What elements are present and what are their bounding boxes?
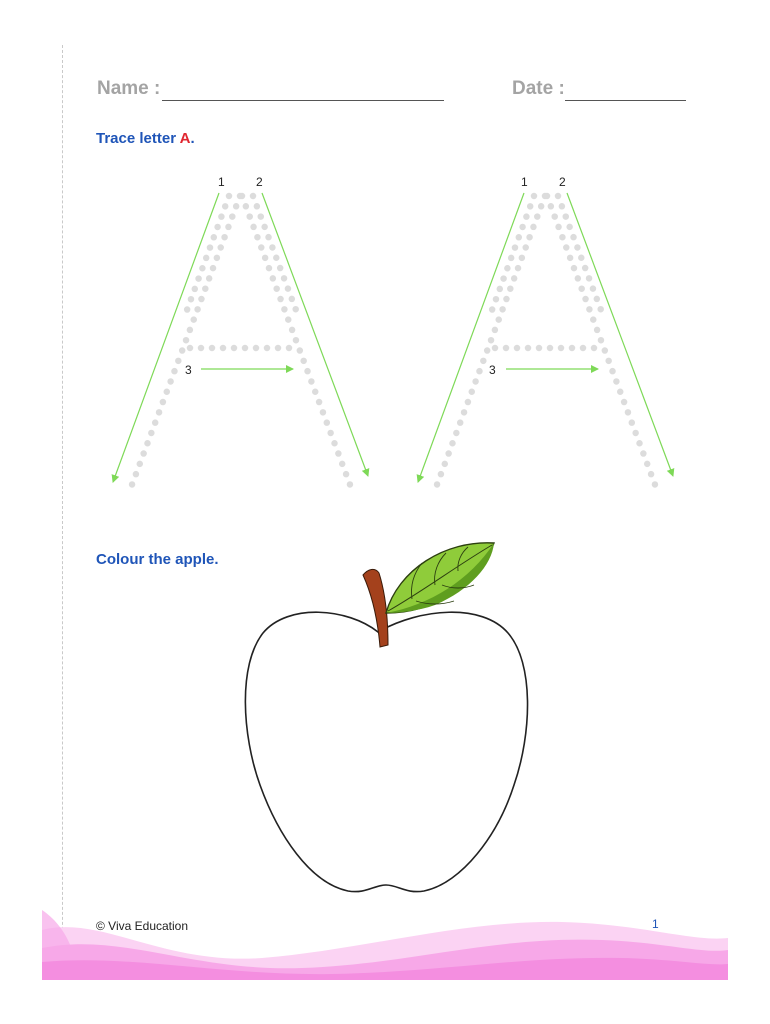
date-write-line: [565, 100, 686, 101]
colour-heading: Colour the apple.: [96, 551, 219, 568]
stroke-number-3: 3: [185, 363, 192, 377]
stroke-arrow-2: [567, 193, 673, 476]
stroke-number-1: 1: [218, 175, 225, 189]
stroke-direction-arrows: [418, 193, 673, 482]
date-label: Date :: [512, 78, 565, 99]
stroke-arrow-1: [113, 193, 219, 482]
trace-letter-a-2: [418, 175, 673, 490]
stroke-arrow-2: [262, 193, 368, 476]
trace-heading: [96, 130, 195, 147]
trace-letter-a-1: [113, 175, 368, 490]
stroke-number-2: 2: [256, 175, 263, 189]
apple-outline: [245, 612, 527, 891]
stroke-arrow-1: [418, 193, 524, 482]
apple-leaf: [386, 543, 494, 613]
stroke-number-2: 2: [559, 175, 566, 189]
name-write-line: [162, 100, 444, 101]
trace-heading-suffix: .: [190, 130, 195, 147]
copyright-text: © Viva Education: [96, 919, 189, 933]
trace-heading-letter: A: [179, 130, 191, 147]
apple-illustration: [230, 535, 540, 900]
page-number: 1: [652, 917, 659, 931]
stroke-number-3: 3: [489, 363, 496, 377]
stroke-number-1: 1: [521, 175, 528, 189]
stroke-direction-arrows: [113, 193, 368, 482]
name-label: Name :: [97, 78, 161, 99]
trace-heading-prefix: Trace letter: [96, 130, 180, 147]
letter-tracing-area: [0, 160, 770, 500]
